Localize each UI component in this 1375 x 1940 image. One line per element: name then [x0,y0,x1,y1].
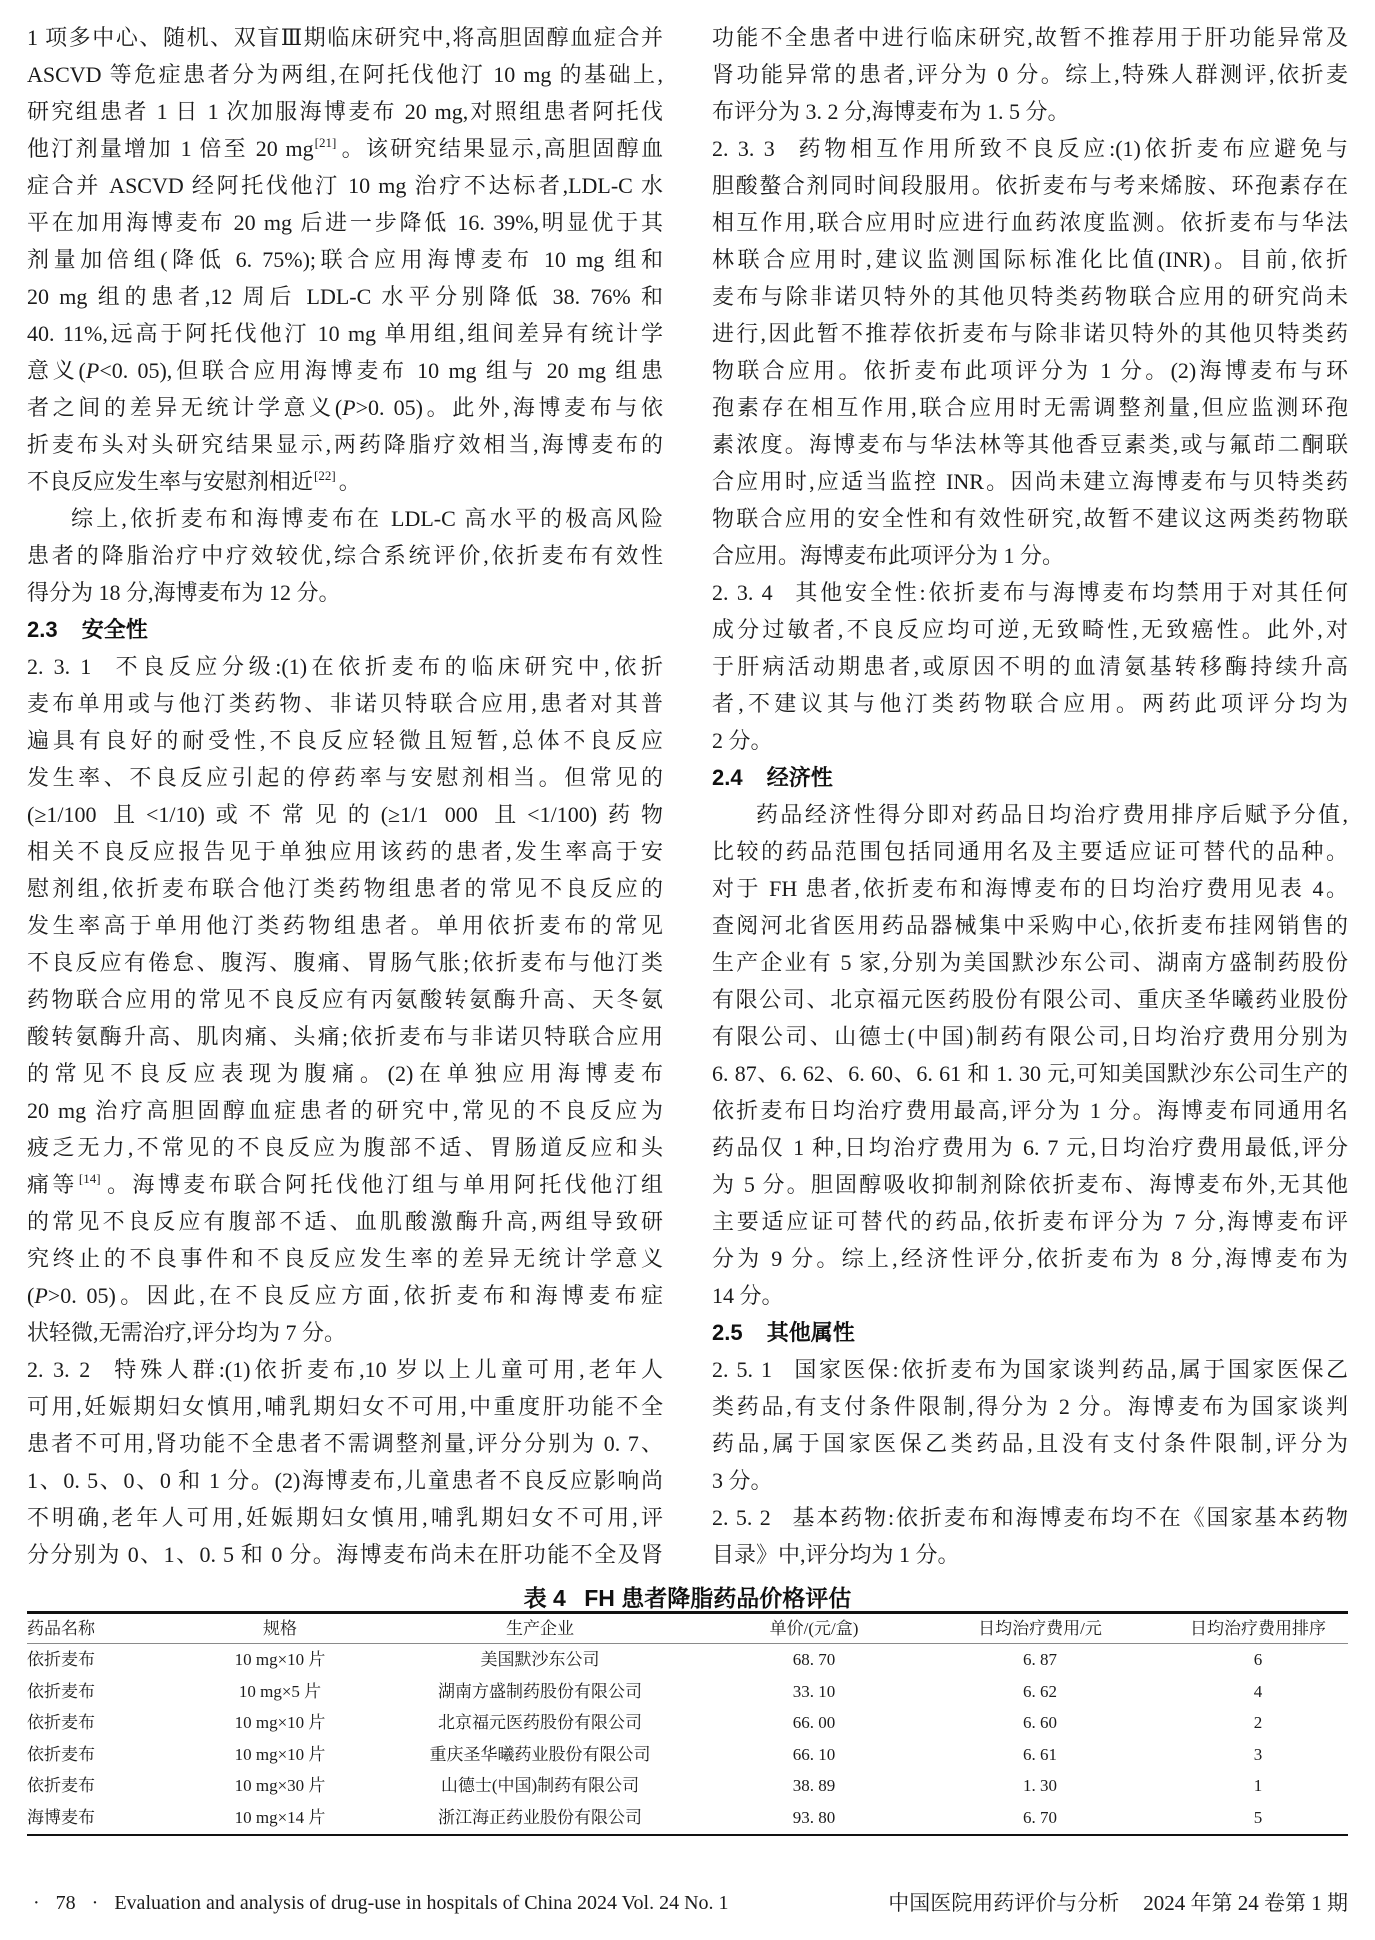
text-line [712,648,1348,685]
table-header-row [27,1614,1348,1643]
footer-separator: · [91,1892,99,1914]
line-text: 发生率、不良反应引起的停药率与安慰剂相当。但常见的 [27,765,663,790]
text-line [27,1055,663,1092]
line-text: 症合并 ASCVD 经阿托伐他汀 10 mg 治疗不达标者,LDL-C 水 [27,173,663,198]
line-text: ASCVD 等危症患者分为两组,在阿托伐他汀 10 mg 的基础上, [27,62,663,87]
footer-left [33,1889,729,1917]
line-text: 进行,因此暂不推荐依折麦布与除非诺贝特外的其他贝特类药 [712,321,1348,346]
text-line [712,796,1348,833]
text-line [27,796,663,833]
text-line [27,1018,663,1055]
line-text: 不明确,老年人可用,妊娠期妇女慎用,哺乳期妇女不可用,评 [27,1505,663,1530]
line-text: 对于 FH 患者,依折麦布和海博麦布的日均治疗费用见表 4。 [712,876,1348,901]
text-line [27,1277,663,1314]
subsection-line [27,1351,663,1388]
line-text: 意义( [27,358,86,383]
header-manufacturer: 生产企业 [506,1618,574,1638]
line-text: 的常见不良反应有腹部不适、血肌酸激酶升高,两组导致研 [27,1209,663,1234]
text-line [27,1129,663,1166]
text-line [712,1536,1348,1573]
text-line [712,463,1348,500]
line-text: 的常见不良反应表现为腹痛。(2)在单独应用海博麦布 [27,1061,663,1086]
issue-info: 2024 年第 24 卷第 1 期 [1143,1891,1348,1915]
text-line [27,1203,663,1240]
cell-rank: 6 [1253,1650,1263,1669]
line-text: 基本药物:依折麦布和海博麦布均不在《国家基本药物 [790,1505,1348,1530]
text-line [712,315,1348,352]
text-line [27,167,663,204]
section-title: 其他属性 [766,1320,855,1345]
line-text: 功能不全患者中进行临床研究,故暂不推荐用于肝功能异常及 [712,25,1348,50]
line-text: 肾功能异常的患者,评分为 0 分。综上,特殊人群测评,依折麦 [712,62,1348,87]
header-unit-price: 单价/(元/盒) [769,1618,859,1638]
text-line [27,130,663,167]
text-line [712,1425,1348,1462]
header-daily-cost: 日均治疗费用/元 [978,1618,1102,1638]
cell-daily-cost: 1. 30 [1023,1776,1057,1796]
subsection-number: 2. 3. 3 [712,136,775,161]
right-text-column [712,19,1348,1573]
text-line [27,981,663,1018]
cell-daily-cost: 6. 87 [1023,1650,1057,1669]
line-text: 生产企业有 5 家,分别为美国默沙东公司、湖南方盛制药股份 [712,950,1348,975]
table-label: 表 4 [523,1585,566,1611]
text-line [712,93,1348,130]
table-row [27,1802,1348,1834]
line-text: 慰剂组,依折麦布联合他汀类药物组患者的常见不良反应的 [27,876,663,901]
section-heading [27,611,663,648]
line-text: 剂量加倍组(降低 6. 75%);联合应用海博麦布 10 mg 组和 [27,247,663,272]
line-text: 药品经济性得分即对药品日均治疗费用排序后赋予分值, [756,802,1348,827]
citation-ref: [22] [314,468,336,483]
text-line [712,1018,1348,1055]
text-line [27,1240,663,1277]
text-line [712,241,1348,278]
text-line [27,759,663,796]
text-line [27,241,663,278]
line-text: 药品仅 1 种,日均治疗费用为 6. 7 元,日均治疗费用最低,评分 [712,1135,1348,1160]
line-text: 痛等 [27,1172,78,1197]
line-text: <0. 05),但联合应用海博麦布 10 mg 组与 20 mg 组患 [99,358,663,383]
line-text: 20 mg 治疗高胆固醇血症患者的研究中,常见的不良反应为 [27,1098,663,1123]
header-drug-name: 药品名称 [27,1618,95,1638]
cell-drug-name: 依折麦布 [27,1650,95,1669]
cell-unit-price: 93. 80 [792,1807,836,1827]
cell-rank: 3 [1253,1744,1263,1764]
text-line [27,352,663,389]
subsection-line [712,1499,1348,1536]
line-text: 折麦布头对头研究结果显示,两药降脂疗效相当,海博麦布的 [27,432,663,457]
line-text: 疲乏无力,不常见的不良反应为腹部不适、胃肠道反应和头 [27,1135,663,1160]
table-row [27,1707,1348,1739]
text-line [712,944,1348,981]
cell-drug-name: 依折麦布 [27,1744,95,1764]
cell-spec: 10 mg×5 片 [238,1681,322,1701]
footer-right [888,1889,1348,1917]
line-text: 14 分。 [712,1283,784,1308]
text-line [712,1092,1348,1129]
table-row [27,1676,1348,1708]
line-text: 有限公司、山德士(中国)制药有限公司,日均治疗费用分别为 [712,1024,1348,1049]
line-text: 合应用。海博麦布此项评分为 1 分。 [712,543,1065,568]
text-line [712,1203,1348,1240]
line-text: 素浓度。海博麦布与华法林等其他香豆素类,或与氟茚二酮联 [712,432,1348,457]
line-text: ( [27,1283,35,1308]
text-line [712,1277,1348,1314]
text-line [27,1092,663,1129]
cell-manufacturer: 北京福元医药股份有限公司 [438,1713,642,1733]
cell-manufacturer: 湖南方盛制药股份有限公司 [438,1681,642,1701]
text-line [27,204,663,241]
section-heading [712,759,1348,796]
text-line [27,389,663,426]
line-text: 平在加用海博麦布 20 mg 后进一步降低 16. 39%,明显优于其 [27,210,663,235]
line-text: 3 分。 [712,1468,773,1493]
cell-rank: 4 [1253,1681,1263,1701]
line-text: 酸转氨酶升高、肌肉痛、头痛;依折麦布与非诺贝特联合应用 [27,1024,663,1049]
cell-spec: 10 mg×14 片 [234,1807,326,1827]
citation-ref: [21] [314,135,337,150]
line-text: 麦布单用或与他汀类药物、非诺贝特联合应用,患者对其普 [27,691,663,716]
price-table [27,1611,1348,1836]
cell-daily-cost: 6. 62 [1023,1681,1057,1701]
line-text: 状轻微,无需治疗,评分均为 7 分。 [27,1320,347,1345]
text-line [712,500,1348,537]
subsection-line [712,130,1348,167]
text-line [712,833,1348,870]
line-text: 药品,属于国家医保乙类药品,且没有支付条件限制,评分为 [712,1431,1348,1456]
page-number: 78 [55,1892,76,1914]
text-line [712,389,1348,426]
text-line [27,315,663,352]
text-line [712,204,1348,241]
line-text: 主要适应证可替代的药品,依折麦布评分为 7 分,海博麦布评 [712,1209,1348,1234]
cell-spec: 10 mg×10 片 [234,1744,326,1764]
line-text: 麦布与除非诺贝特外的其他贝特类药物联合应用的研究尚未 [712,284,1348,309]
line-text: 1、0. 5、0、0 和 1 分。(2)海博麦布,儿童患者不良反应影响尚 [27,1468,663,1493]
text-line [712,1462,1348,1499]
table-row [27,1739,1348,1771]
line-text: 成分过敏者,不良反应均可逆,无致畸性,无致癌性。此外,对 [712,617,1348,642]
line-text: 依折麦布日均治疗费用最高,评分为 1 分。海博麦布同通用名 [712,1098,1348,1123]
line-text: 不良反应发生率与安慰剂相近 [27,469,314,494]
section-heading [712,1314,1348,1351]
line-text: 相互作用,联合应用时应进行血药浓度监测。依折麦布与华法 [712,210,1348,235]
line-text: 遍具有良好的耐受性,不良反应轻微且短暂,总体不良反应 [27,728,663,753]
footer-separator: · [33,1892,40,1914]
text-line [27,56,663,93]
italic-p-value: P [342,395,356,420]
line-text: 国家医保:依折麦布为国家谈判药品,属于国家医保乙 [791,1357,1348,1382]
cell-drug-name: 依折麦布 [27,1713,95,1733]
cell-daily-cost: 6. 60 [1023,1713,1057,1733]
line-text: 比较的药品范围包括同通用名及主要适应证可替代的品种。 [712,839,1348,864]
cell-unit-price: 38. 89 [792,1776,836,1796]
text-line [27,1166,663,1203]
text-line [712,870,1348,907]
line-text: 6. 87、6. 62、6. 60、6. 61 和 1. 30 元,可知美国默沙东公司生产的 [712,1061,1348,1086]
line-text: 孢素存在相互作用,联合应用时无需调整剂量,但应监测环孢 [712,395,1348,420]
text-line [27,426,663,463]
text-line [27,1425,663,1462]
text-line [712,722,1348,759]
line-text: 研究组患者 1 日 1 次加服海博麦布 20 mg,对照组患者阿托伐 [27,99,663,124]
section-title: 经济性 [766,765,833,790]
line-text: >0. 05)。因此,在不良反应方面,依折麦布和海博麦布症 [47,1283,663,1308]
line-text: 。海博麦布联合阿托伐他汀组与单用阿托伐他汀组 [103,1172,663,1197]
line-text: 药物相互作用所致不良反应:(1)依折麦布应避免与 [794,136,1348,161]
cell-daily-cost: 6. 61 [1023,1744,1057,1764]
subsection-line [712,574,1348,611]
line-text: (≥1/100 且<1/10)或不常见的(≥1/1 000 且<1/100)药物 [27,802,663,827]
text-line [712,685,1348,722]
text-line [712,981,1348,1018]
text-line [712,1055,1348,1092]
line-text: 。该研究结果显示,高胆固醇血 [339,136,663,161]
subsection-number: 2. 3. 2 [27,1357,91,1382]
line-text: 有限公司、北京福元医药股份有限公司、重庆圣华曦药业股份 [712,987,1348,1012]
cell-spec: 10 mg×30 片 [234,1776,326,1796]
cell-unit-price: 66. 10 [792,1744,836,1764]
page-footer [33,1889,1348,1917]
line-text: 药物联合应用的常见不良反应有丙氨酸转氨酶升高、天冬氨 [27,987,663,1012]
text-line [712,1388,1348,1425]
line-text: 者之间的差异无统计学意义( [27,395,343,420]
cell-manufacturer: 浙江海正药业股份有限公司 [438,1807,642,1827]
text-line [712,1129,1348,1166]
text-line [27,1388,663,1425]
text-line [27,463,663,500]
text-line [27,870,663,907]
line-text: 不良反应有倦怠、腹泻、腹痛、胃肠气胀;依折麦布与他汀类 [27,950,663,975]
table-row [27,1770,1348,1802]
cell-spec: 10 mg×10 片 [234,1650,326,1669]
line-text: 胆酸螯合剂同时间段服用。依折麦布与考来烯胺、环孢素存在 [712,173,1348,198]
subsection-number: 2. 5. 1 [712,1357,773,1382]
text-line [27,1314,663,1351]
table-caption [0,1584,1375,1612]
line-text: 20 mg 组的患者,12 周后 LDL-C 水平分别降低 38. 76% 和 [27,284,663,309]
journal-name-en: Evaluation and analysis of drug-use in hospitals of China 2024 Vol. 24 No. 1 [114,1892,729,1914]
text-line [27,19,663,56]
line-text: 患者不可用,肾功能不全患者不需调整剂量,评分分别为 0. 7、 [27,1431,663,1456]
text-line [712,56,1348,93]
text-line [712,352,1348,389]
left-text-column [27,19,663,1573]
section-number: 2.3 [27,617,58,642]
text-line [712,537,1348,574]
line-text: 综上,依折麦布和海博麦布在 LDL-C 高水平的极高风险 [71,506,663,531]
line-text: 患者的降脂治疗中疗效较优,综合系统评价,依折麦布有效性 [27,543,663,568]
subsection-line [712,1351,1348,1388]
cell-unit-price: 68. 70 [792,1650,836,1669]
text-line [27,278,663,315]
line-text: 物联合应用的安全性和有效性研究,故暂不建议这两类药物联 [712,506,1348,531]
text-line [27,1536,663,1573]
table-row [27,1644,1348,1676]
cell-manufacturer: 重庆圣华曦药业股份有限公司 [429,1744,651,1764]
table-title: FH 患者降脂药品价格评估 [584,1585,852,1611]
cell-drug-name: 依折麦布 [27,1776,95,1796]
line-text: >0. 05)。此外,海博麦布与依 [355,395,664,420]
section-number: 2.4 [712,765,743,790]
line-text: 可用,妊娠期妇女慎用,哺乳期妇女不可用,中重度肝功能不全 [27,1394,663,1419]
line-text: 得分为 18 分,海博麦布为 12 分。 [27,580,341,605]
text-line [27,537,663,574]
line-text: 发生率高于单用他汀类药物组患者。单用依折麦布的常见 [27,913,663,938]
italic-p-value: P [34,1283,48,1308]
text-line [27,93,663,130]
text-line [712,19,1348,56]
text-line [712,1240,1348,1277]
text-line [712,278,1348,315]
cell-unit-price: 33. 10 [792,1681,836,1701]
italic-p-value: P [85,358,100,383]
text-line [712,167,1348,204]
line-text: 不良反应分级:(1)在依折麦布的临床研究中,依折 [111,654,663,679]
line-text: 物联合应用。依折麦布此项评分为 1 分。(2)海博麦布与环 [712,358,1348,383]
text-line [27,944,663,981]
text-line [27,1462,663,1499]
citation-ref: [14] [78,1171,101,1186]
line-text: 布评分为 3. 2 分,海博麦布为 1. 5 分。 [712,99,1070,124]
cell-rank: 5 [1253,1807,1263,1827]
cell-spec: 10 mg×10 片 [234,1713,326,1733]
cell-rank: 2 [1253,1713,1263,1733]
table-bottom-rule [27,1834,1348,1837]
line-text: 。 [338,469,361,494]
line-text: 合应用时,应适当监控 INR。因尚未建立海博麦布与贝特类药 [712,469,1348,494]
cell-rank: 1 [1253,1776,1263,1796]
line-text: 40. 11%,远高于阿托伐他汀 10 mg 单用组,组间差异有统计学 [27,321,663,346]
text-line [27,833,663,870]
line-text: 特殊人群:(1)依折麦布,10 岁以上儿童可用,老年人 [110,1357,663,1382]
line-text: 1 项多中心、随机、双盲Ⅲ期临床研究中,将高胆固醇血症合并 [27,25,663,50]
header-spec: 规格 [263,1618,297,1638]
line-text: 分分别为 0、1、0. 5 和 0 分。海博麦布尚未在肝功能不全及肾 [27,1542,663,1567]
text-line [712,611,1348,648]
line-text: 目录》中,评分均为 1 分。 [712,1542,960,1567]
subsection-line [27,648,663,685]
cell-daily-cost: 6. 70 [1023,1807,1057,1827]
line-text: 查阅河北省医用药品器械集中采购中心,依折麦布挂网销售的 [712,913,1348,938]
line-text: 林联合应用时,建议监测国际标准化比值(INR)。目前,依折 [712,247,1348,272]
cell-unit-price: 66. 00 [792,1713,836,1733]
text-line [712,426,1348,463]
text-line [27,500,663,537]
text-line [27,685,663,722]
subsection-number: 2. 3. 4 [712,580,773,605]
text-line [27,574,663,611]
subsection-number: 2. 5. 2 [712,1505,771,1530]
header-daily-cost-rank: 日均治疗费用排序 [1190,1618,1326,1638]
cell-manufacturer: 美国默沙东公司 [480,1650,600,1669]
text-line [712,1166,1348,1203]
line-text: 分为 9 分。综上,经济性评分,依折麦布为 8 分,海博麦布为 [712,1246,1348,1271]
line-text: 者,不建议其与他汀类药物联合应用。两药此项评分均为 [712,691,1348,716]
text-line [27,1499,663,1536]
journal-name-cn: 中国医院用药评价与分析 [888,1891,1120,1915]
text-line [712,907,1348,944]
subsection-number: 2. 3. 1 [27,654,92,679]
cell-drug-name: 海博麦布 [27,1807,95,1827]
section-number: 2.5 [712,1320,743,1345]
line-text: 类药品,有支付条件限制,得分为 2 分。海博麦布为国家谈判 [712,1394,1348,1419]
line-text: 2 分。 [712,728,773,753]
line-text: 他汀剂量增加 1 倍至 20 mg [27,136,314,161]
line-text: 于肝病活动期患者,或原因不明的血清氨基转移酶持续升高 [712,654,1348,679]
cell-manufacturer: 山德士(中国)制药有限公司 [440,1776,640,1796]
line-text: 究终止的不良事件和不良反应发生率的差异无统计学意义 [27,1246,663,1271]
section-title: 安全性 [81,617,148,642]
cell-drug-name: 依折麦布 [27,1681,95,1701]
text-line [27,722,663,759]
line-text: 其他安全性:依折麦布与海博麦布均禁用于对其任何 [792,580,1348,605]
line-text: 相关不良反应报告见于单独应用该药的患者,发生率高于安 [27,839,663,864]
text-line [27,907,663,944]
line-text: 为 5 分。胆固醇吸收抑制剂除依折麦布、海博麦布外,无其他 [712,1172,1348,1197]
